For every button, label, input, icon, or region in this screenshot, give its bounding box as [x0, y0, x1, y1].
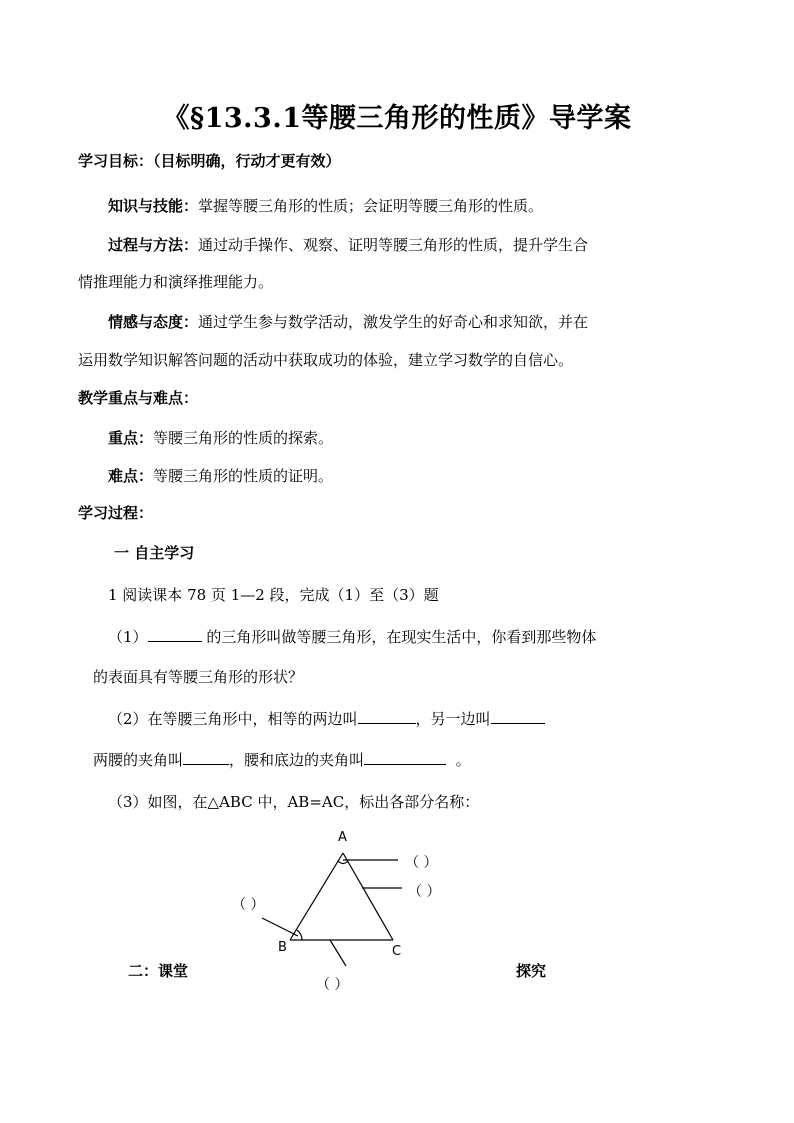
process-heading: 学习过程： — [78, 504, 154, 522]
q2-text-c: 两腰的夹角叫 — [93, 751, 184, 769]
objectives-heading: 学习目标：（目标明确，行动才更有效） — [78, 152, 341, 170]
q2-text-e: 。 — [455, 751, 471, 769]
focus-label: 重点： — [108, 429, 154, 447]
vertex-a-label: A — [338, 830, 347, 845]
label-slot-base-angle[interactable]: （ ） — [232, 897, 265, 913]
q2-text-d: ，腰和底边的夹角叫 — [229, 751, 365, 769]
vertex-c-label: C — [392, 944, 402, 959]
knowledge-label: 知识与技能： — [108, 197, 199, 215]
task1-text: 1 阅读课本 78 页 1—2 段，完成（1）至（3）题 — [108, 586, 439, 604]
section2-title-right: 探究 — [516, 962, 547, 980]
difficulty-text: 等腰三角形的性质的证明。 — [153, 467, 334, 485]
label-slot-base[interactable]: （ ） — [316, 977, 349, 993]
difficulty-label: 难点： — [108, 467, 154, 485]
key-points-heading: 教学重点与难点： — [78, 389, 199, 407]
vertex-b-label: B — [278, 940, 287, 955]
label-slot-leg[interactable]: （ ） — [408, 884, 441, 900]
section1-title: 一 自主学习 — [114, 544, 195, 562]
angle-a-mark — [338, 861, 348, 864]
question-1-line-2: 的表面具有等腰三角形的形状？ — [93, 668, 304, 686]
q1-number: （1） — [108, 628, 148, 646]
q2-text-b: ，另一边叫 — [415, 710, 491, 728]
label-slot-vertex-angle[interactable]: （ ） — [405, 855, 438, 871]
question-3-text: （3）如图，在△ABC 中，AB=AC，标出各部分名称： — [108, 793, 480, 811]
leader-line-base-angle — [262, 918, 298, 936]
process-label: 过程与方法： — [108, 236, 199, 254]
emotion-label: 情感与态度： — [108, 313, 199, 331]
emotion-text-1: 通过学生参与数学活动，激发学生的好奇心和求知欲，并在 — [198, 313, 589, 331]
q2-text-a: （2）在等腰三角形中，相等的两边叫 — [108, 710, 358, 728]
q1-text: 的三角形叫做等腰三角形，在现实生活中，你看到那些物体 — [206, 628, 597, 646]
knowledge-text: 掌握等腰三角形的性质；会证明等腰三角形的性质。 — [198, 197, 544, 215]
process-line-2: 情推理能力和演绎推理能力。 — [78, 273, 274, 291]
side-ab — [290, 853, 343, 940]
emotion-line-2: 运用数学知识解答问题的活动中获取成功的体验，建立学习数学的自信心。 — [78, 351, 574, 369]
section2-title-left: 二：课堂 — [128, 962, 189, 980]
page-title: 《§13.3.1等腰三角形的性质》导学案 — [162, 103, 632, 134]
side-ac — [343, 853, 393, 940]
focus-text: 等腰三角形的性质的探索。 — [153, 429, 334, 447]
leader-line-base — [330, 940, 346, 966]
angle-b-mark — [297, 930, 302, 940]
process-text-1: 通过动手操作、观察、证明等腰三角形的性质，提升学生合 — [198, 236, 589, 254]
